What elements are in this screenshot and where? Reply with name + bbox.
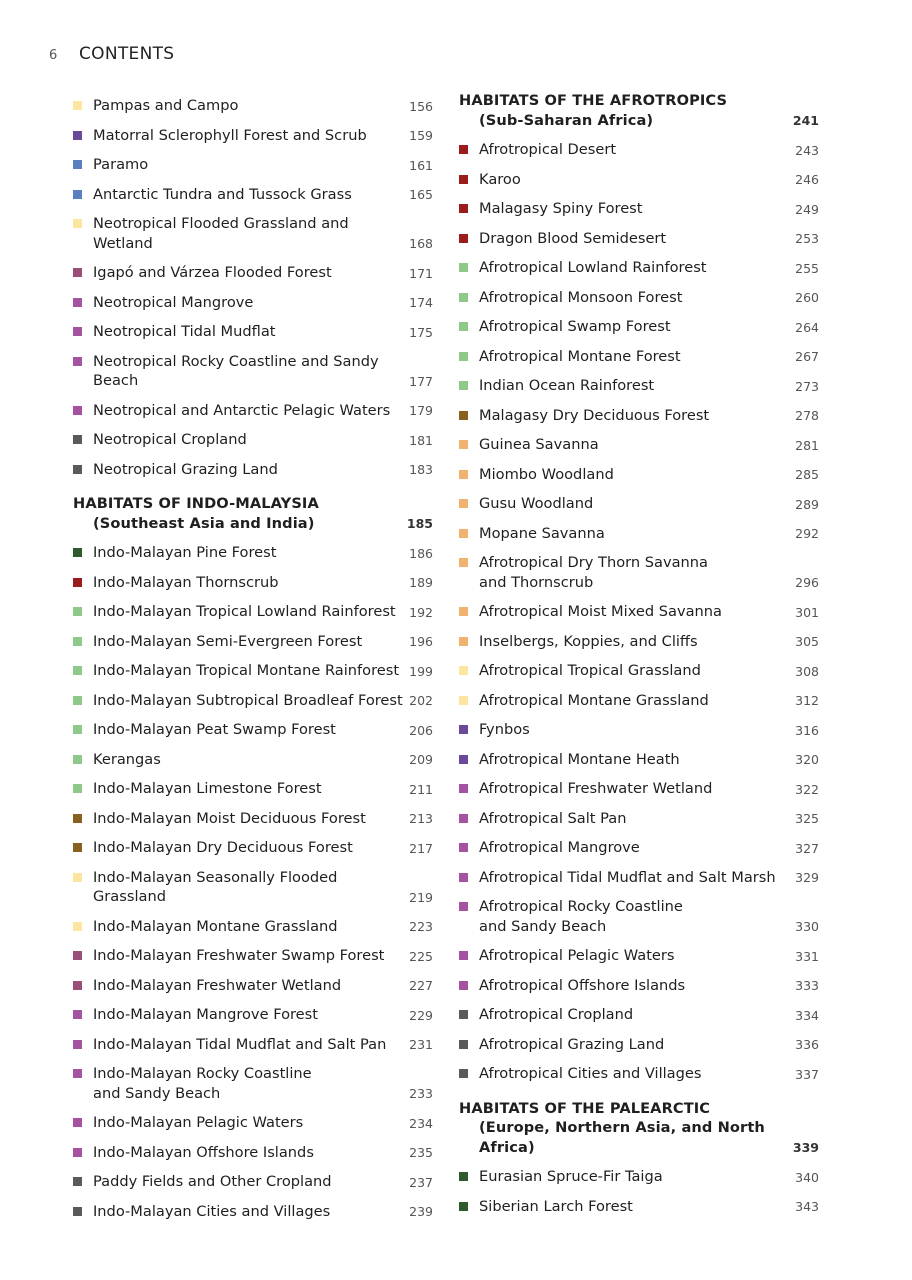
toc-entry-label: Eurasian Spruce-Fir Taiga bbox=[479, 1168, 663, 1185]
toc-entry-label: Gusu Woodland bbox=[479, 495, 594, 512]
toc-entry-label: Indo-Malayan Rocky Coastline and Sandy Beach bbox=[93, 1065, 312, 1102]
toc-entry-label: Afrotropical Cities and Villages bbox=[479, 1065, 702, 1082]
color-key-square-icon bbox=[459, 981, 468, 990]
color-key-square-icon bbox=[73, 435, 82, 444]
toc-entry-label: Afrotropical Montane Forest bbox=[479, 347, 681, 365]
toc-entry-page-number: 223 bbox=[409, 919, 433, 934]
toc-entry-page-number: 243 bbox=[795, 142, 819, 158]
toc-entry[interactable] bbox=[459, 774, 819, 804]
toc-entry[interactable] bbox=[73, 568, 433, 598]
toc-entry-label: Afrotropical Tropical Grassland bbox=[479, 662, 701, 679]
toc-entry-page-number: 273 bbox=[795, 378, 819, 394]
toc-entry[interactable] bbox=[73, 209, 433, 258]
section-title: HABITATS OF THE PALEARCTIC bbox=[459, 1099, 711, 1117]
toc-entry-page-number: 199 bbox=[409, 663, 433, 679]
toc-entry-label: Neotropical Tidal Mudflat bbox=[93, 323, 276, 340]
color-key-square-icon bbox=[459, 529, 468, 538]
toc-entry-label: Indo-Malayan Semi-Evergreen Forest bbox=[93, 632, 363, 650]
toc-entry-page-number: 177 bbox=[409, 373, 433, 389]
toc-entry-page-number: 189 bbox=[409, 575, 433, 590]
toc-entry-label: Malagasy Spiny Forest bbox=[479, 200, 643, 217]
toc-entry-label: Indo-Malayan Pine Forest bbox=[93, 544, 277, 561]
toc-entry-label: Mopane Savanna bbox=[479, 524, 605, 542]
toc-entry-page-number: 213 bbox=[409, 811, 433, 826]
color-key-square-icon bbox=[73, 578, 82, 587]
color-key-square-icon bbox=[459, 1010, 468, 1019]
toc-list bbox=[459, 135, 819, 1089]
color-key-square-icon bbox=[459, 322, 468, 331]
color-key-square-icon bbox=[459, 951, 468, 960]
section-page-number: 185 bbox=[406, 516, 433, 531]
toc-entry-page-number: 237 bbox=[409, 1174, 433, 1190]
toc-entry-label: Indo-Malayan Tropical Lowland Rainforest bbox=[93, 603, 396, 620]
toc-entry-label: Guinea Savanna bbox=[479, 436, 599, 453]
color-key-square-icon bbox=[459, 873, 468, 882]
toc-entry-label: Indo-Malayan Limestone Forest bbox=[93, 780, 322, 797]
toc-entry-label: Afrotropical Cropland bbox=[479, 1006, 634, 1023]
color-key-square-icon bbox=[73, 406, 82, 415]
section-subtitle: (Southeast Asia and India) bbox=[93, 514, 315, 532]
toc-entry-page-number: 233 bbox=[409, 1086, 433, 1101]
toc-entry-page-number: 168 bbox=[409, 236, 433, 251]
toc-entry[interactable] bbox=[73, 150, 433, 180]
toc-entry-label: Afrotropical Grazing Land bbox=[479, 1035, 665, 1053]
color-key-square-icon bbox=[459, 1069, 468, 1078]
toc-entry-page-number: 231 bbox=[409, 1037, 433, 1052]
toc-entry-page-number: 329 bbox=[795, 870, 819, 885]
toc-entry-label: Afrotropical Salt Pan bbox=[479, 809, 627, 827]
toc-entry-label: Dragon Blood Semidesert bbox=[479, 229, 667, 247]
right-column bbox=[459, 91, 819, 1221]
color-key-square-icon bbox=[459, 902, 468, 911]
color-key-square-icon bbox=[73, 637, 82, 646]
color-key-square-icon bbox=[459, 1202, 468, 1211]
toc-entry-label: Igapó and Várzea Flooded Forest bbox=[93, 264, 332, 281]
toc-entry-page-number: 156 bbox=[409, 98, 433, 114]
toc-entry-label: Indo-Malayan Freshwater Wetland bbox=[93, 976, 342, 994]
toc-entry[interactable] bbox=[459, 1000, 819, 1030]
toc-entry-label: Afrotropical Offshore Islands bbox=[479, 976, 686, 994]
color-key-square-icon bbox=[73, 1069, 82, 1078]
toc-section-heading[interactable] bbox=[459, 1099, 819, 1163]
toc-entry-page-number: 334 bbox=[795, 1007, 819, 1023]
toc-entry-label: Indo-Malayan Subtropical Broadleaf Forest bbox=[93, 691, 403, 709]
toc-entry-label: Inselbergs, Koppies, and Cliffs bbox=[479, 632, 698, 650]
color-key-square-icon bbox=[73, 755, 82, 764]
toc-entry-label: Indo-Malayan Peat Swamp Forest bbox=[93, 721, 336, 738]
color-key-square-icon bbox=[459, 696, 468, 705]
toc-list bbox=[73, 538, 433, 1226]
toc-entry[interactable] bbox=[73, 258, 433, 288]
toc-entry[interactable] bbox=[73, 774, 433, 804]
toc-entry-label: Neotropical Flooded Grassland and Wetland bbox=[93, 215, 349, 252]
toc-entry[interactable] bbox=[73, 941, 433, 971]
color-key-square-icon bbox=[459, 607, 468, 616]
toc-entry-label: Neotropical and Antarctic Pelagic Waters bbox=[93, 401, 391, 419]
toc-entry-page-number: 174 bbox=[409, 295, 433, 310]
color-key-square-icon bbox=[73, 1118, 82, 1127]
color-key-square-icon bbox=[73, 843, 82, 852]
color-key-square-icon bbox=[459, 411, 468, 420]
toc-entry-page-number: 312 bbox=[795, 693, 819, 708]
toc-entry[interactable] bbox=[459, 863, 819, 893]
toc-entry-label: Neotropical Rocky Coastline and Sandy Beach bbox=[93, 352, 379, 389]
toc-entry[interactable] bbox=[73, 971, 433, 1001]
color-key-square-icon bbox=[459, 814, 468, 823]
color-key-square-icon bbox=[459, 558, 468, 567]
color-key-square-icon bbox=[73, 298, 82, 307]
toc-entry-page-number: 183 bbox=[409, 462, 433, 477]
toc-entry[interactable] bbox=[459, 715, 819, 745]
color-key-square-icon bbox=[459, 784, 468, 793]
section-title: HABITATS OF THE AFROTROPICS bbox=[459, 92, 728, 109]
color-key-square-icon bbox=[73, 1010, 82, 1019]
toc-entry-page-number: 308 bbox=[795, 663, 819, 679]
toc-entry-label: Afrotropical Freshwater Wetland bbox=[479, 780, 713, 797]
toc-entry-page-number: 171 bbox=[409, 265, 433, 281]
toc-entry-label: Afrotropical Montane Heath bbox=[479, 750, 680, 768]
toc-entry[interactable] bbox=[73, 425, 433, 455]
toc-entry[interactable] bbox=[459, 971, 819, 1001]
page-title: CONTENTS bbox=[79, 44, 175, 64]
toc-entry-label: Afrotropical Monsoon Forest bbox=[479, 288, 683, 306]
toc-entry-page-number: 211 bbox=[409, 781, 433, 797]
toc-entry[interactable] bbox=[459, 892, 819, 941]
toc-entry-label: Afrotropical Dry Thorn Savanna and Thornscrub bbox=[479, 554, 708, 591]
toc-entry-page-number: 159 bbox=[409, 128, 433, 143]
toc-entry[interactable] bbox=[459, 1059, 819, 1089]
toc-entry[interactable] bbox=[459, 135, 819, 165]
color-key-square-icon bbox=[459, 234, 468, 243]
toc-entry[interactable] bbox=[459, 460, 819, 490]
color-key-square-icon bbox=[459, 381, 468, 390]
toc-entry[interactable] bbox=[73, 833, 433, 863]
color-key-square-icon bbox=[459, 637, 468, 646]
toc-entry[interactable] bbox=[459, 941, 819, 971]
color-key-square-icon bbox=[459, 499, 468, 508]
color-key-square-icon bbox=[73, 951, 82, 960]
toc-entry-page-number: 206 bbox=[409, 722, 433, 738]
toc-entry-page-number: 181 bbox=[409, 432, 433, 448]
toc-entry-page-number: 229 bbox=[409, 1007, 433, 1023]
toc-entry-label: Indo-Malayan Offshore Islands bbox=[93, 1143, 314, 1161]
color-key-square-icon bbox=[459, 1172, 468, 1181]
toc-list bbox=[459, 1162, 819, 1221]
toc-entry[interactable] bbox=[459, 401, 819, 431]
color-key-square-icon bbox=[459, 145, 468, 154]
toc-entry-label: Afrotropical Pelagic Waters bbox=[479, 947, 675, 964]
color-key-square-icon bbox=[73, 160, 82, 169]
toc-entry[interactable] bbox=[459, 312, 819, 342]
color-key-square-icon bbox=[73, 1040, 82, 1049]
toc-entry-label: Afrotropical Montane Grassland bbox=[479, 691, 709, 709]
toc-entry-page-number: 336 bbox=[795, 1037, 819, 1052]
toc-entry[interactable] bbox=[459, 804, 819, 834]
toc-entry[interactable] bbox=[73, 863, 433, 912]
toc-entry[interactable] bbox=[459, 1192, 819, 1222]
toc-entry-label: Matorral Sclerophyll Forest and Scrub bbox=[93, 126, 367, 144]
toc-entry[interactable] bbox=[459, 194, 819, 224]
toc-entry[interactable] bbox=[459, 165, 819, 195]
toc-entry[interactable] bbox=[459, 597, 819, 627]
color-key-square-icon bbox=[73, 1148, 82, 1157]
toc-entry[interactable] bbox=[459, 371, 819, 401]
toc-entry[interactable] bbox=[73, 804, 433, 834]
toc-entry-label: Siberian Larch Forest bbox=[479, 1197, 633, 1215]
toc-entry-page-number: 281 bbox=[795, 437, 819, 453]
toc-entry-label: Karoo bbox=[479, 170, 521, 188]
section-page-number: 241 bbox=[792, 113, 819, 128]
toc-entry[interactable] bbox=[73, 656, 433, 686]
toc-entry[interactable] bbox=[73, 180, 433, 210]
toc-entry-page-number: 165 bbox=[409, 187, 433, 202]
toc-entry-label: Neotropical Mangrove bbox=[93, 293, 254, 311]
toc-entry[interactable] bbox=[73, 1030, 433, 1060]
toc-entry[interactable] bbox=[459, 745, 819, 775]
page-number: 6 bbox=[49, 48, 58, 63]
toc-entry-page-number: 285 bbox=[795, 467, 819, 482]
toc-entry-label: Indo-Malayan Montane Grassland bbox=[93, 917, 338, 935]
toc-entry[interactable] bbox=[73, 1138, 433, 1168]
color-key-square-icon bbox=[73, 725, 82, 734]
toc-entry-page-number: 179 bbox=[409, 403, 433, 418]
toc-entry-label: Afrotropical Tidal Mudflat and Salt Marsh bbox=[479, 868, 776, 886]
toc-entry-label: Neotropical Grazing Land bbox=[93, 460, 278, 478]
toc-entry-page-number: 301 bbox=[795, 604, 819, 620]
toc-entry[interactable] bbox=[73, 715, 433, 745]
toc-entry[interactable] bbox=[459, 430, 819, 460]
toc-list bbox=[73, 91, 433, 484]
toc-entry-page-number: 249 bbox=[795, 201, 819, 217]
toc-entry[interactable] bbox=[459, 686, 819, 716]
section-page-number: 339 bbox=[792, 1140, 819, 1155]
toc-entry[interactable] bbox=[73, 121, 433, 151]
toc-entry-label: Malagasy Dry Deciduous Forest bbox=[479, 406, 710, 424]
toc-entry[interactable] bbox=[459, 342, 819, 372]
toc-entry-label: Fynbos bbox=[479, 721, 530, 738]
toc-entry-label: Indo-Malayan Mangrove Forest bbox=[93, 1006, 318, 1023]
toc-entry-label: Afrotropical Lowland Rainforest bbox=[479, 259, 707, 276]
toc-entry-page-number: 235 bbox=[409, 1145, 433, 1160]
toc-entry[interactable] bbox=[459, 833, 819, 863]
toc-entry-page-number: 209 bbox=[409, 752, 433, 767]
toc-entry-page-number: 227 bbox=[409, 978, 433, 993]
color-key-square-icon bbox=[73, 101, 82, 110]
toc-entry-page-number: 219 bbox=[409, 889, 433, 905]
toc-entry-page-number: 289 bbox=[795, 496, 819, 512]
toc-entry-page-number: 320 bbox=[795, 752, 819, 767]
color-key-square-icon bbox=[459, 293, 468, 302]
toc-entry-page-number: 186 bbox=[409, 545, 433, 561]
toc-entry-label: Kerangas bbox=[93, 750, 161, 768]
color-key-square-icon bbox=[73, 1177, 82, 1186]
left-column bbox=[73, 91, 433, 1226]
color-key-square-icon bbox=[73, 1207, 82, 1216]
toc-entry-label: Indo-Malayan Dry Deciduous Forest bbox=[93, 839, 353, 856]
toc-entry-label: Pampas and Campo bbox=[93, 97, 239, 114]
section-title: HABITATS OF INDO-MALAYSIA bbox=[73, 495, 319, 512]
toc-entry-label: Indo-Malayan Freshwater Swamp Forest bbox=[93, 947, 385, 964]
toc-entry-label: Afrotropical Rocky Coastline and Sandy Beach bbox=[479, 898, 683, 935]
color-key-square-icon bbox=[73, 814, 82, 823]
toc-entry[interactable] bbox=[459, 627, 819, 657]
toc-entry-label: Indo-Malayan Cities and Villages bbox=[93, 1202, 331, 1220]
page-header bbox=[49, 44, 174, 68]
color-key-square-icon bbox=[459, 263, 468, 272]
toc-entry-label: Afrotropical Mangrove bbox=[479, 839, 640, 856]
color-key-square-icon bbox=[73, 922, 82, 931]
toc-entry-page-number: 196 bbox=[409, 634, 433, 649]
toc-entry-page-number: 217 bbox=[409, 840, 433, 856]
color-key-square-icon bbox=[73, 219, 82, 228]
toc-section-heading[interactable] bbox=[459, 91, 819, 135]
toc-entry[interactable] bbox=[73, 1167, 433, 1197]
toc-entry-page-number: 296 bbox=[795, 575, 819, 590]
toc-entry-label: Paramo bbox=[93, 156, 149, 173]
color-key-square-icon bbox=[73, 357, 82, 366]
toc-entry-label: Indo-Malayan Tropical Montane Rainforest bbox=[93, 662, 400, 679]
toc-entry[interactable] bbox=[73, 1197, 433, 1227]
color-key-square-icon bbox=[73, 327, 82, 336]
toc-entry[interactable] bbox=[73, 538, 433, 568]
toc-entry-label: Afrotropical Desert bbox=[479, 141, 617, 158]
toc-entry[interactable] bbox=[459, 1030, 819, 1060]
toc-entry[interactable] bbox=[73, 1059, 433, 1108]
toc-entry[interactable] bbox=[73, 686, 433, 716]
toc-entry-page-number: 239 bbox=[409, 1204, 433, 1219]
toc-entry-label: Indian Ocean Rainforest bbox=[479, 377, 655, 394]
color-key-square-icon bbox=[459, 204, 468, 213]
color-key-square-icon bbox=[73, 548, 82, 557]
toc-entry-page-number: 333 bbox=[795, 978, 819, 993]
toc-entry-label: Afrotropical Swamp Forest bbox=[479, 318, 671, 335]
toc-entry-label: Indo-Malayan Seasonally Flooded Grassland bbox=[93, 868, 338, 905]
toc-entry[interactable] bbox=[73, 1000, 433, 1030]
toc-entry[interactable] bbox=[73, 347, 433, 396]
color-key-square-icon bbox=[73, 873, 82, 882]
toc-entry-page-number: 325 bbox=[795, 811, 819, 826]
color-key-square-icon bbox=[459, 725, 468, 734]
color-key-square-icon bbox=[73, 465, 82, 474]
color-key-square-icon bbox=[459, 666, 468, 675]
color-key-square-icon bbox=[73, 131, 82, 140]
toc-entry[interactable] bbox=[73, 288, 433, 318]
color-key-square-icon bbox=[459, 440, 468, 449]
section-subtitle: (Europe, Northern Asia, and North Africa) bbox=[479, 1119, 765, 1156]
color-key-square-icon bbox=[73, 268, 82, 277]
toc-entry-label: Paddy Fields and Other Cropland bbox=[93, 1173, 332, 1190]
toc-entry-page-number: 337 bbox=[795, 1066, 819, 1082]
toc-entry[interactable] bbox=[459, 1162, 819, 1192]
toc-entry-page-number: 305 bbox=[795, 634, 819, 649]
toc-entry[interactable] bbox=[73, 455, 433, 485]
toc-entry-page-number: 327 bbox=[795, 840, 819, 856]
toc-entry-label: Afrotropical Moist Mixed Savanna bbox=[479, 603, 722, 620]
color-key-square-icon bbox=[73, 607, 82, 616]
toc-entry[interactable] bbox=[459, 548, 819, 597]
toc-entry[interactable] bbox=[459, 519, 819, 549]
toc-entry-label: Miombo Woodland bbox=[479, 465, 614, 483]
toc-entry-page-number: 234 bbox=[409, 1115, 433, 1131]
color-key-square-icon bbox=[459, 470, 468, 479]
toc-entry-page-number: 225 bbox=[409, 948, 433, 964]
toc-entry-page-number: 253 bbox=[795, 231, 819, 246]
toc-entry-label: Indo-Malayan Tidal Mudflat and Salt Pan bbox=[93, 1035, 387, 1053]
toc-entry[interactable] bbox=[459, 656, 819, 686]
toc-entry[interactable] bbox=[459, 283, 819, 313]
toc-entry[interactable] bbox=[73, 597, 433, 627]
color-key-square-icon bbox=[73, 784, 82, 793]
color-key-square-icon bbox=[459, 352, 468, 361]
toc-entry-label: Indo-Malayan Thornscrub bbox=[93, 573, 279, 591]
toc-entry[interactable] bbox=[73, 91, 433, 121]
toc-entry-page-number: 330 bbox=[795, 919, 819, 934]
color-key-square-icon bbox=[73, 190, 82, 199]
color-key-square-icon bbox=[73, 666, 82, 675]
toc-entry-page-number: 161 bbox=[409, 157, 433, 173]
toc-entry[interactable] bbox=[73, 627, 433, 657]
toc-entry-page-number: 322 bbox=[795, 781, 819, 797]
toc-entry-page-number: 255 bbox=[795, 260, 819, 276]
toc-entry-label: Indo-Malayan Pelagic Waters bbox=[93, 1114, 304, 1131]
toc-entry-page-number: 340 bbox=[795, 1169, 819, 1185]
toc-entry-page-number: 246 bbox=[795, 172, 819, 187]
toc-entry[interactable] bbox=[459, 253, 819, 283]
toc-entry[interactable] bbox=[459, 224, 819, 254]
toc-entry-page-number: 316 bbox=[795, 722, 819, 738]
toc-entry[interactable] bbox=[459, 489, 819, 519]
toc-entry[interactable] bbox=[73, 396, 433, 426]
toc-entry-label: Antarctic Tundra and Tussock Grass bbox=[93, 185, 352, 203]
toc-entry-page-number: 331 bbox=[795, 948, 819, 964]
toc-entry-label: Neotropical Cropland bbox=[93, 431, 247, 448]
toc-entry[interactable] bbox=[73, 1108, 433, 1138]
color-key-square-icon bbox=[459, 755, 468, 764]
toc-entry[interactable] bbox=[73, 317, 433, 347]
toc-entry-page-number: 343 bbox=[795, 1199, 819, 1214]
toc-entry-page-number: 202 bbox=[409, 693, 433, 708]
toc-entry-page-number: 264 bbox=[795, 319, 819, 335]
toc-entry-page-number: 267 bbox=[795, 349, 819, 364]
toc-entry-label: Indo-Malayan Moist Deciduous Forest bbox=[93, 809, 366, 827]
toc-entry-page-number: 278 bbox=[795, 408, 819, 423]
section-subtitle: (Sub-Saharan Africa) bbox=[479, 111, 654, 129]
color-key-square-icon bbox=[459, 175, 468, 184]
color-key-square-icon bbox=[73, 981, 82, 990]
color-key-square-icon bbox=[459, 1040, 468, 1049]
color-key-square-icon bbox=[459, 843, 468, 852]
toc-entry[interactable] bbox=[73, 912, 433, 942]
toc-section-heading[interactable] bbox=[73, 494, 433, 538]
color-key-square-icon bbox=[73, 696, 82, 705]
toc-entry-page-number: 175 bbox=[409, 324, 433, 340]
toc-entry-page-number: 260 bbox=[795, 290, 819, 305]
toc-entry[interactable] bbox=[73, 745, 433, 775]
toc-entry-page-number: 192 bbox=[409, 604, 433, 620]
toc-entry-page-number: 292 bbox=[795, 526, 819, 541]
